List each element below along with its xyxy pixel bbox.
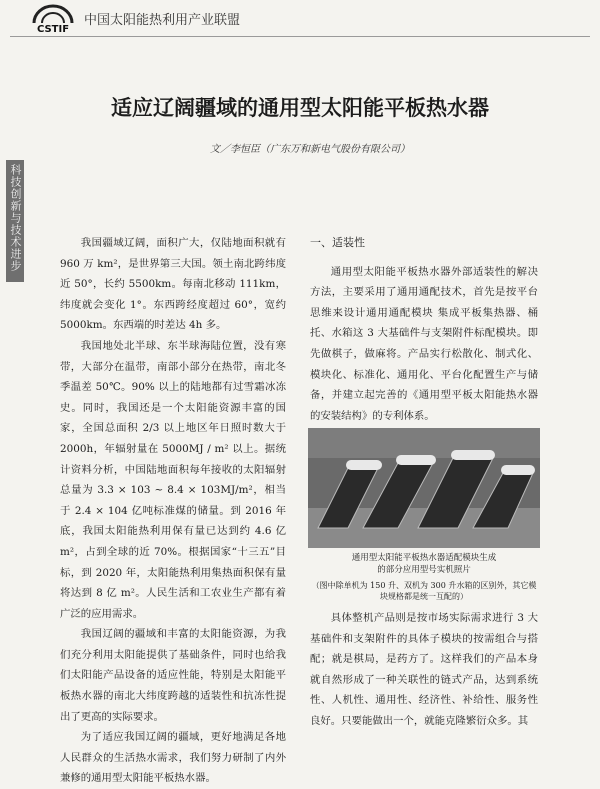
figure-photo: [308, 428, 540, 548]
paragraph: 为了适应我国辽阔的疆域，更好地满足各地人民群众的生活热水需求，我们努力研制了内外兼修的通用型太阳能平板热水器。: [60, 731, 286, 785]
paragraph: 我国辽阔的疆域和丰富的太阳能资源，为我们充分利用太阳能提供了基础条件，同时也给我们太阳能产品设备的适应性能，特别是太阳能平板热水器的南北大纬度跨越的适装性和抗冻性提出了更高的实际要求。: [60, 628, 286, 723]
section-heading: 一、适装性: [310, 236, 365, 249]
header-rule: [10, 36, 590, 37]
caption-line: 通用型太阳能平板热水器适配模块生成: [351, 553, 497, 563]
page-header: [0, 0, 600, 40]
side-tab-label: 科技创新与技术进步: [9, 164, 22, 272]
logo-text: CSTIF: [36, 24, 70, 35]
paragraph: 我国地处北半球、东半球海陆位置，没有寒带，大部分在温带，南部小部分在热带，南北冬季温差 50℃。90% 以上的陆地都有过雪霜冰冻史。同时，我国还是一个太阳能资源丰富的国家，全国总面积 2/3 以上地区年日照时数大于 2000h，年辐射量在 5000MJ / m² 以上。据统计资料分析，中国陆地面积每年接收的太阳辐射总量为 3.3 × 103 ~ 8.4 × 103MJ/m²，相当于 2.4 × 104 亿吨标准煤的储量。到 2016 年底，我国太阳能热利用保有量已达到约 4.6 亿 m²，占到全球的近 70%。根据国家“十三五”目标，到 2020 年，太阳能热利用集热面积保有量将达到 8 亿 m²。人民生活和工农业生产都有着广泛的应用需求。: [60, 339, 286, 620]
figure-note: （图中除单机为 150 升、双机为 300 升水箱的区别外，其它模块规格都是统一互配的）: [311, 581, 537, 601]
side-tab: [6, 160, 24, 282]
org-name: 中国太阳能热利用产业联盟: [84, 13, 241, 28]
caption-line: 的部分应用型号实机照片: [377, 565, 471, 575]
paragraph: 具体整机产品则是按市场实际需求进行 3 大基础件和支架附件的具体子模块的按需组合与搭配；就是棋局，是药方了。这样我们的产品本身就自然形成了一种关联性的链式产品，达到系统性、人机性、通用性、经济性、补给性、服务性良好。只要能做出一个，就能克隆繁衍众多。其: [310, 612, 538, 727]
cstif-logo: [30, 3, 76, 35]
article-byline: 文／李恒臣（广东万和新电气股份有限公司）: [210, 144, 410, 155]
right-column: [310, 233, 538, 426]
article-title: 适应辽阔疆域的通用型太阳能平板热水器: [111, 96, 489, 120]
paragraph: 我国疆域辽阔，面积广大，仅陆地面积就有 960 万 km²，是世界第三大国。领土南北跨纬度近 50°，长约 5500km。每南北移动 111km，纬度就会变化 1°。东西跨经度超过 60°，宽约 5000km。东西端的时差达 4h 多。: [60, 237, 286, 332]
paragraph: 通用型太阳能平板热水器外部适装性的解决方法，主要采用了通用通配技术，首先是按平台思维来设计通用通配模块 集成平板集热器、桶托、水箱这 3 大基础件与支架附件标配模块。即先做棋子，做麻将。产品实行松散化、制式化、模块化、标准化、通用化、平台化配置生产与储备，并建立起完善的《通用型平板太阳能热水器的安装结构》的专利体系。: [310, 265, 538, 422]
figure-caption: [310, 552, 538, 576]
left-column: [60, 233, 286, 789]
right-column-continued: [310, 608, 538, 732]
